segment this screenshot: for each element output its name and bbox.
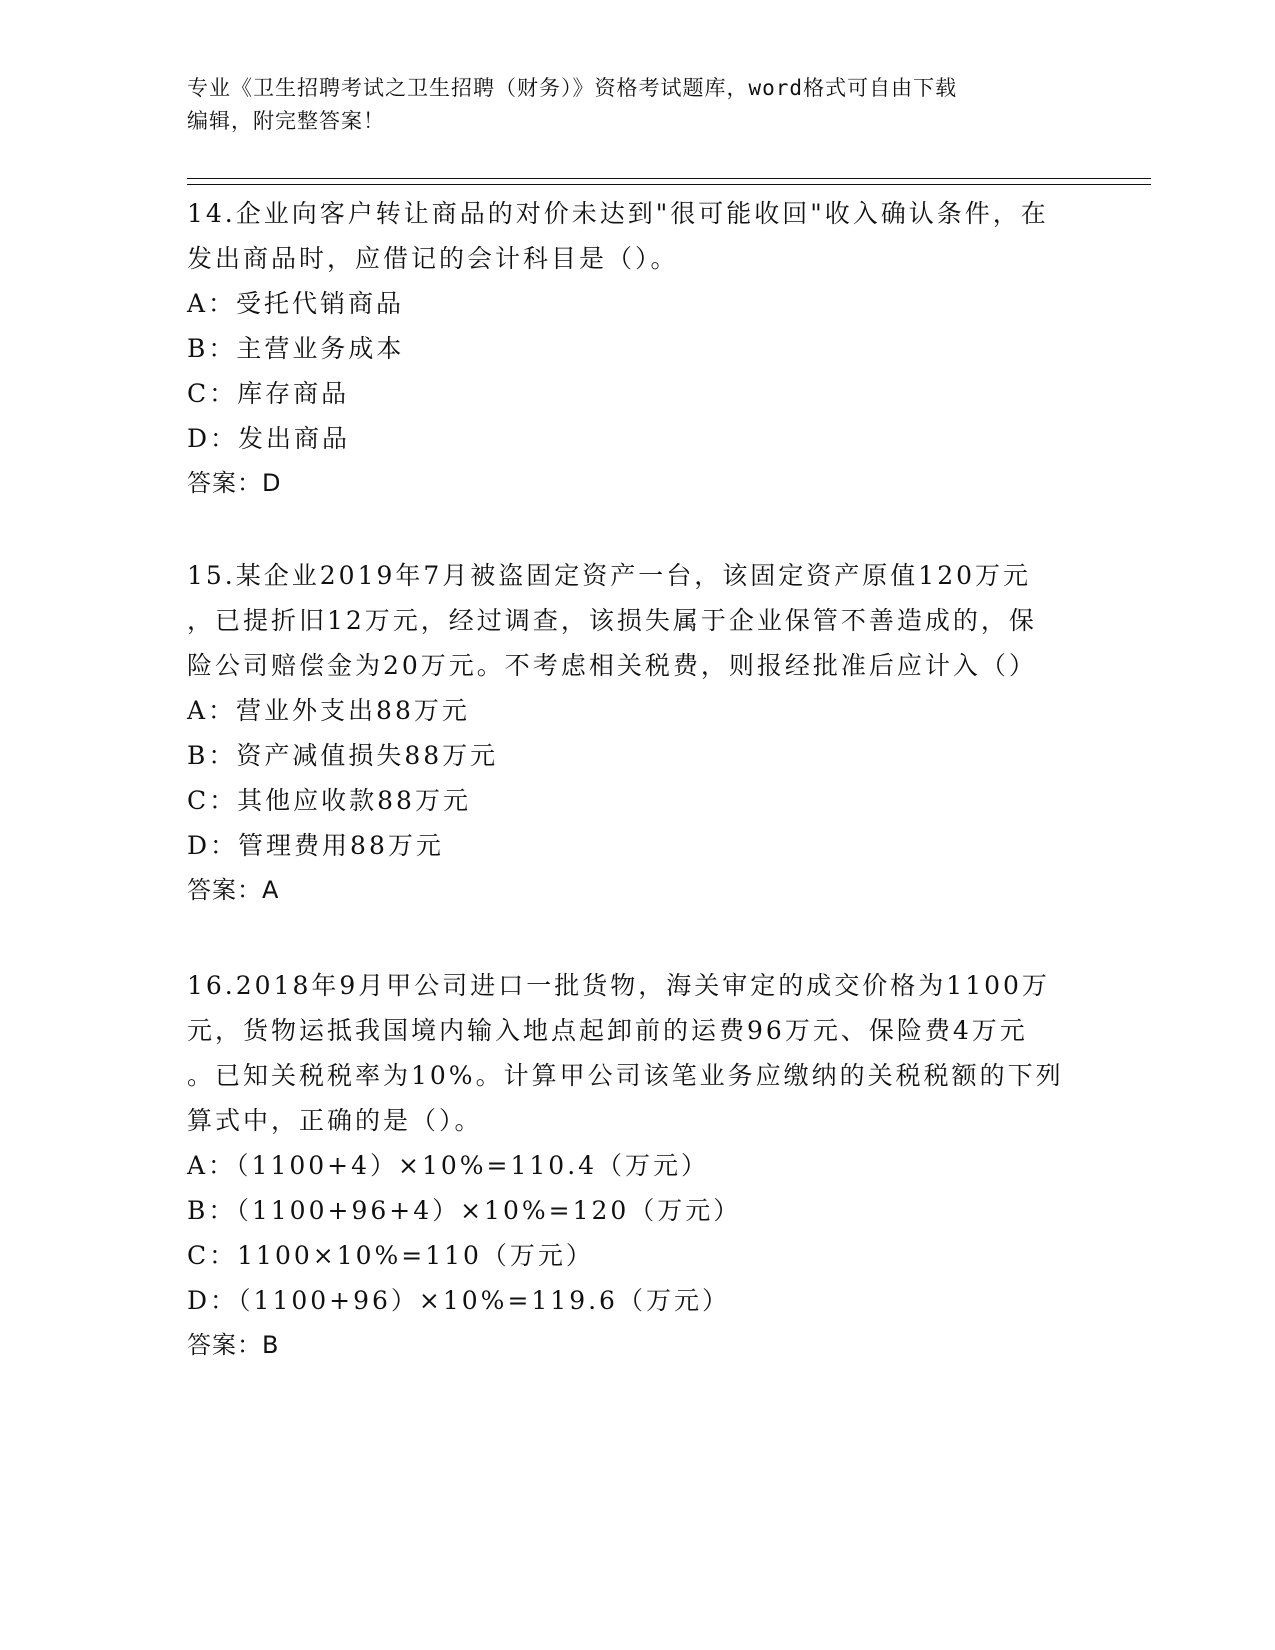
option-b: B：主营业务成本: [187, 334, 405, 363]
question-stem-line: 发出商品时，应借记的会计科目是（）。: [187, 244, 679, 273]
header-line-2: 编辑，附完整答案！: [187, 109, 385, 133]
option-b: B：资产减值损失88万元: [187, 741, 499, 770]
option-a: A：营业外支出88万元: [187, 696, 470, 725]
question-stem-line: ，已提折旧12万元，经过调查，该损失属于企业保管不善造成的，保: [187, 606, 1037, 635]
option-d: D：管理费用88万元: [187, 831, 444, 860]
question-stem-line: 15.某企业2019年7月被盗固定资产一台，该固定资产原值120万元: [187, 561, 1032, 590]
option-a: A：（1100+4）×10%=110.4（万元）: [187, 1151, 710, 1180]
question-14: [187, 191, 1087, 506]
question-stem-line: 14.企业向客户转让商品的对价未达到"很可能收回"收入确认条件，在: [187, 199, 1049, 228]
question-16: [187, 963, 1087, 1368]
option-d: D：发出商品: [187, 424, 351, 453]
option-d: D：（1100+96）×10%=119.6（万元）: [187, 1286, 730, 1315]
header-line-1: 专业《卫生招聘考试之卫生招聘（财务）》资格考试题库，word格式可自由下载: [187, 76, 958, 100]
question-stem-line: 。已知关税税率为10%。计算甲公司该笔业务应缴纳的关税税额的下列: [187, 1061, 1064, 1090]
option-a: A：受托代销商品: [187, 289, 405, 318]
answer-line: 答案：B: [187, 1331, 280, 1359]
header-divider-bottom: [187, 184, 1151, 185]
option-c: C：1100×10%=110（万元）: [187, 1241, 594, 1270]
option-c: C：其他应收款88万元: [187, 786, 471, 815]
option-b: B：（1100+96+4）×10%=120（万元）: [187, 1196, 742, 1225]
question-stem-line: 16.2018年9月甲公司进口一批货物，海关审定的成交价格为1100万: [187, 971, 1050, 1000]
question-stem-line: 险公司赔偿金为20万元。不考虑相关税费，则报经批准后应计入（）: [187, 651, 1037, 680]
question-stem-line: 元，货物运抵我国境内输入地点起卸前的运费96万元、保险费4万元: [187, 1016, 1028, 1045]
answer-line: 答案：A: [187, 876, 280, 904]
answer-line: 答案：D: [187, 469, 282, 497]
question-stem-line: 算式中，正确的是（）。: [187, 1106, 483, 1135]
document-header: [187, 72, 1067, 138]
option-c: C：库存商品: [187, 379, 350, 408]
header-divider-top: [187, 178, 1151, 179]
question-15: [187, 553, 1087, 913]
